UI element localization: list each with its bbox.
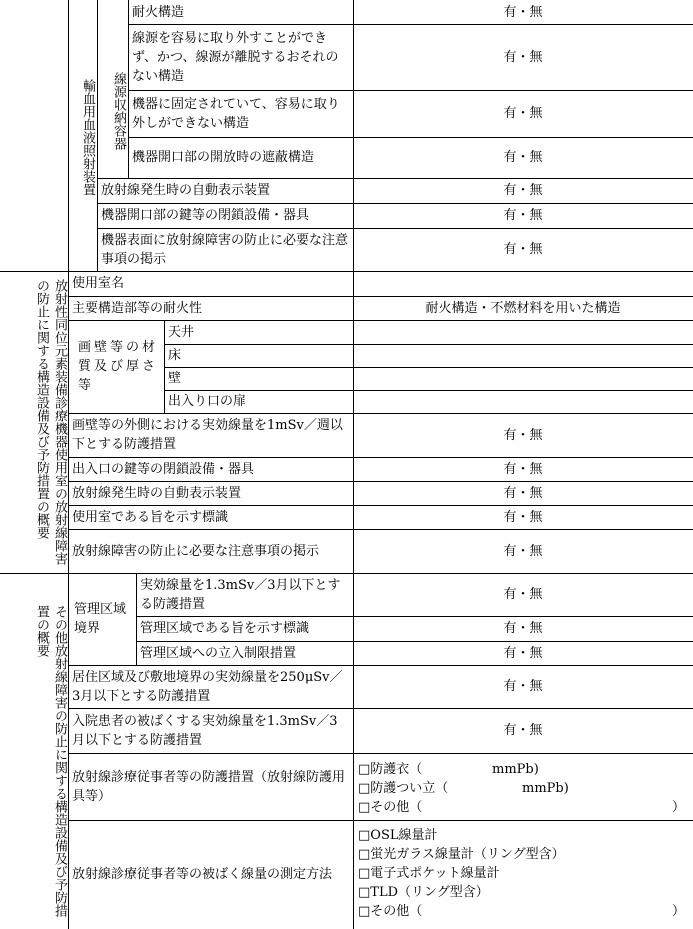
s3-value-1[interactable]: 有・無: [503, 723, 543, 738]
grid-line: [128, 90, 693, 91]
s2-value-2[interactable]: 有・無: [503, 485, 543, 501]
s1-label-1: 線源を容易に取り外すことができず、かつ、線源が離脱するおそれのない構造: [132, 30, 339, 84]
area-group-label: 管理区域境界: [74, 602, 127, 636]
grid-line: [68, 529, 693, 530]
measure-option-pocket[interactable]: □電子式ポケット線量計: [358, 866, 500, 881]
grid-line: [97, 228, 693, 229]
s2-label-0: 画壁等の外側における実効線量を1mSv／週以下とする防護措置: [72, 418, 343, 452]
grid-line: [68, 457, 693, 458]
room-name-label: 使用室名: [72, 276, 125, 291]
grid-line: [0, 271, 693, 272]
grid-line: [128, 0, 129, 178]
s2-label-2: 放射線発生時の自動表示装置: [72, 485, 242, 501]
grid-line: [68, 296, 693, 297]
s1-value-0[interactable]: 有・無: [503, 4, 543, 20]
grid-line: [68, 320, 693, 321]
grid-line: [68, 505, 693, 506]
s2-value-3[interactable]: 有・無: [503, 509, 543, 525]
protection-options: [358, 760, 693, 817]
s1-value-6[interactable]: 有・無: [503, 242, 543, 257]
measure-option-osl[interactable]: □OSL線量計: [358, 828, 438, 843]
measure-label: 放射線診療従事者等の被ばく線量の測定方法: [72, 867, 333, 882]
s1-label-6: 機器表面に放射線障害の防止に必要な注意事項の掲示: [101, 232, 349, 267]
wall-item-wall: 壁: [168, 371, 182, 386]
grid-line: [164, 344, 693, 345]
s3-label-1: 入院患者の被ばくする実効線量を1.3mSv／3月以下とする防護措置: [72, 713, 338, 748]
checkbox-icon[interactable]: □: [358, 847, 371, 862]
wall-item-door: 出入り口の扉: [168, 394, 247, 409]
grid-line: [128, 137, 693, 138]
checkbox-icon[interactable]: □: [358, 800, 371, 815]
grid-line: [68, 708, 693, 709]
wall-item-ceiling: 天井: [168, 324, 195, 340]
measure-option-tld[interactable]: □TLD（リング型含）: [358, 885, 489, 900]
s1-value-3[interactable]: 有・無: [503, 150, 543, 165]
s3-value-0[interactable]: 有・無: [503, 679, 543, 694]
s2-value-4[interactable]: 有・無: [503, 543, 543, 559]
grid-line: [0, 573, 693, 574]
checkbox-icon[interactable]: □: [358, 762, 371, 777]
checkbox-icon[interactable]: □: [358, 885, 371, 900]
s2-value-0[interactable]: 有・無: [503, 427, 543, 443]
section1-title: 輸血用血液照射装置: [80, 79, 95, 196]
protection-option-gown[interactable]: □防護衣（ mmPb): [358, 762, 539, 777]
section1-subtitle: 線源収納容器: [111, 72, 126, 150]
grid-line: [136, 616, 693, 617]
area-value-2[interactable]: 有・無: [503, 645, 543, 661]
measure-option-other[interactable]: □その他（ ）: [358, 904, 685, 919]
grid-line: [68, 0, 69, 929]
checkbox-icon[interactable]: □: [358, 904, 371, 919]
section3-title: その他放射線障害の防止に関する構造設備及び予防措置の概要: [34, 605, 67, 917]
grid-line: [164, 367, 693, 368]
grid-line: [128, 24, 693, 25]
wall-value-ceiling[interactable]: [353, 320, 693, 344]
room-name-value[interactable]: [353, 271, 693, 296]
area-value-0[interactable]: 有・無: [503, 587, 543, 602]
measure-options: [358, 826, 693, 921]
s1-label-5: 機器開口部の鍵等の閉鎖設備・器具: [101, 208, 310, 223]
area-value-1[interactable]: 有・無: [503, 621, 543, 636]
s1-value-5[interactable]: 有・無: [503, 208, 543, 223]
wall-value-floor[interactable]: [353, 344, 693, 367]
grid-line: [68, 413, 693, 414]
checkbox-icon[interactable]: □: [358, 828, 371, 843]
checkbox-icon[interactable]: □: [358, 781, 371, 796]
s1-value-2[interactable]: 有・無: [503, 106, 543, 121]
s2-value-1[interactable]: 有・無: [503, 461, 543, 477]
s2-label-4: 放射線障害の防止に必要な注意事項の掲示: [72, 543, 320, 559]
grid-line: [97, 203, 693, 204]
area-label-2: 管理区域への立入制限措置: [140, 645, 297, 661]
grid-line: [353, 0, 354, 929]
protection-option-other[interactable]: □その他（ ）: [358, 800, 685, 815]
wall-group-label: 画壁等の材質及び厚さ等: [78, 340, 159, 393]
wall-item-floor: 床: [168, 348, 182, 363]
s3-label-0: 居住区域及び敷地境界の実効線量を250μSv／3月以下とする防護措置: [72, 669, 343, 704]
grid-line: [68, 753, 693, 754]
grid-line: [68, 665, 693, 666]
checkbox-icon[interactable]: □: [358, 866, 371, 881]
s1-label-2: 機器に固定されていて、容易に取り外しができない構造: [132, 96, 340, 131]
s2-label-1: 出入口の鍵等の閉鎖設備・器具: [72, 461, 255, 477]
fireproof-value[interactable]: 耐火構造・不燃材料を用いた構造: [425, 300, 621, 316]
grid-line: [97, 0, 98, 271]
s1-label-0: 耐火構造: [132, 4, 185, 20]
grid-line: [97, 178, 693, 179]
wall-value-wall[interactable]: [353, 367, 693, 390]
grid-line: [164, 390, 693, 391]
measure-option-glass[interactable]: □蛍光ガラス線量計（リング型含）: [358, 847, 565, 862]
grid-line: [68, 820, 693, 821]
s1-label-3: 機器開口部の開放時の遮蔽構造: [132, 150, 315, 165]
area-label-0: 実効線量を1.3mSv／3月以下とする防護措置: [140, 577, 341, 612]
grid-line: [136, 573, 137, 665]
grid-line: [68, 481, 693, 482]
s1-value-4[interactable]: 有・無: [503, 183, 543, 198]
s1-label-4: 放射線発生時の自動表示装置: [101, 183, 271, 198]
fireproof-label: 主要構造部等の耐火性: [72, 300, 203, 316]
wall-value-door[interactable]: [353, 390, 693, 413]
s2-label-3: 使用室である旨を示す標識: [72, 509, 229, 525]
section2-title: 放射性同位元素装備診療機器使用室の放射線障害の防止に関する構造設備及び予防措置の概要: [34, 279, 67, 565]
protection-label: 放射線診療従事者等の防護措置（放射線防護用具等）: [72, 769, 346, 804]
grid-line: [136, 641, 693, 642]
area-label-1: 管理区域である旨を示す標識: [140, 621, 310, 636]
protection-option-screen[interactable]: □防護つい立（ mmPb): [358, 781, 569, 796]
s1-value-1[interactable]: 有・無: [503, 49, 543, 65]
